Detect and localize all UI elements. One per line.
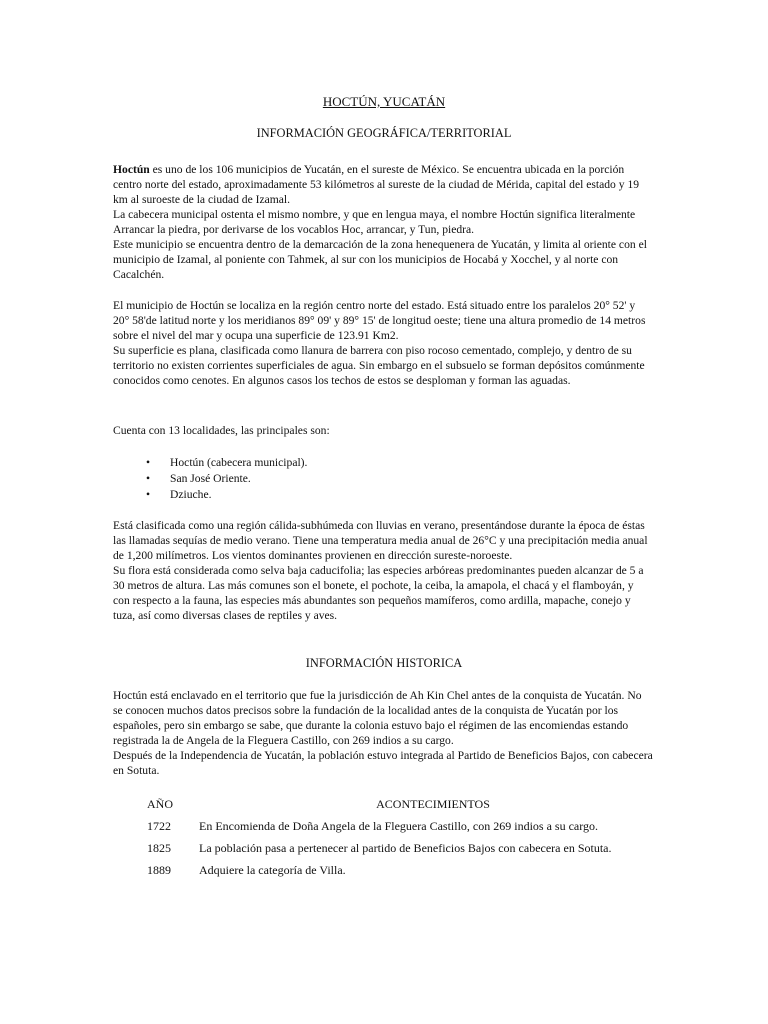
event-year: 1889 [147,863,171,877]
event-year: 1825 [147,841,171,855]
terrain-paragraph: Su superficie es plana, clasificada como llanura de barrera con piso rocoso cementado, complejo, y dentro de su territorio no existen corrientes superficiales de agua. Sin embargo en el subsuelo se forman depósitos comúnmente conocidos como cenotes. En algunos casos los techos de estos se desploman y forman las aguadas. [113,344,645,387]
list-item: • Dziuche. [146,487,307,503]
localities-intro: Cuenta con 13 localidades, las principales son: [113,424,330,437]
section-heading-historic: INFORMACIÓN HISTORICA [305,656,463,670]
coordinates-paragraph: El municipio de Hoctún se localiza en la región centro norte del estado. Está situado entre los paralelos 20° 52' y 20° 58'de latitud norte y los meridianos 89° 09' y 89° 15' de longitud oeste; tiene una altura promedio de 14 metros sobre el nivel del mar y ocupa una superficie de 123.91 Km2. [113,299,646,342]
intro-text: es uno de los 106 municipios de Yucatán, en el sureste de México. Se encuentra ubicada en la porción centro norte del estado, aproximadamente 53 kilómetros al sureste de la ciudad de Mérida, capital del estado y 19 km al suroeste de la ciudad de Izamal. [113,163,640,206]
location-paragraphs [113,298,653,388]
event-text: La población pasa a pertenecer al partido de Beneficios Bajos con cabecera en Sotuta. [199,841,612,855]
municipality-name: Hoctún [113,163,150,176]
events-table [147,797,667,885]
list-item: • Hoctún (cabecera municipal). [146,455,307,471]
climate-paragraph: Está clasificada como una región cálida-subhúmeda con lluvias en verano, presentándose durante la época de éstas las llamadas sequías de medio verano. Tiene una temperatura media anual de 26°C y una precipitación media anual de 1,200 milímetros. Los vientos dominantes provienen en dirección sureste-noroeste. [113,519,648,562]
event-text: Adquiere la categoría de Villa. [199,863,346,877]
localities-list [146,455,307,503]
intro-paragraph [113,162,653,207]
event-year: 1722 [147,819,171,833]
year-column-header: AÑO [147,797,173,811]
history-paragraph: Hoctún está enclavado en el territorio que fue la jurisdicción de Ah Kin Chel antes de la conquista de Yucatán. No se conocen muchos datos precisos sobre la fundación de la localidad antes de la conquista de Yucatán por los españoles, pero sin embargo se sabe, que durante la colonia estuvo bajo el régimen de las encomiendas estando registrada la de Angela de la Fleguera Castillo, con 269 indios a su cargo. [113,689,642,747]
events-column-header: ACONTECIMIENTOS [376,797,490,811]
independence-paragraph: Después de la Independencia de Yucatán, la población estuvo integrada al Partido de Beneficios Bajos, con cabecera en Sotuta. [113,749,653,777]
boundaries-paragraph: Este municipio se encuentra dentro de la demarcación de la zona henequenera de Yucatán, y limita al oriente con el municipio de Izamal, al poniente con Tahmek, al sur con los municipios de Hocabá y Xocchel, y al norte con Cacalchén. [113,238,647,281]
table-header-row [147,797,667,819]
flora-fauna-paragraph: Su flora está considerada como selva baja caducifolia; las especies arbóreas predominantes pueden alcanzar de 5 a 30 metros de altura. Las más comunes son el bonete, el pochote, la ceiba, la amapola, el chacá y el flamboyán, y con respecto a la fauna, las especies más abundantes son pequeños mamíferos, como ardilla, mapache, conejo y tuza, así como diversas clases de reptiles y aves. [113,564,644,622]
list-item: • San José Oriente. [146,471,307,487]
table-row [147,841,667,863]
historic-paragraphs [113,688,653,778]
climate-paragraphs [113,518,653,623]
geographic-paragraphs [113,162,653,282]
table-row [147,819,667,841]
table-row [147,863,667,885]
document-title: HOCTÚN, YUCATÁN [322,94,446,109]
section-heading-geographic: INFORMACIÓN GEOGRÁFICA/TERRITORIAL [256,126,512,140]
name-meaning-paragraph: La cabecera municipal ostenta el mismo nombre, y que en lengua maya, el nombre Hoctún significa literalmente Arrancar la piedra, por derivarse de los vocablos Hoc, arrancar, y Tun, piedra. [113,208,636,236]
event-text: En Encomienda de Doña Angela de la Fleguera Castillo, con 269 indios a su cargo. [199,819,599,833]
